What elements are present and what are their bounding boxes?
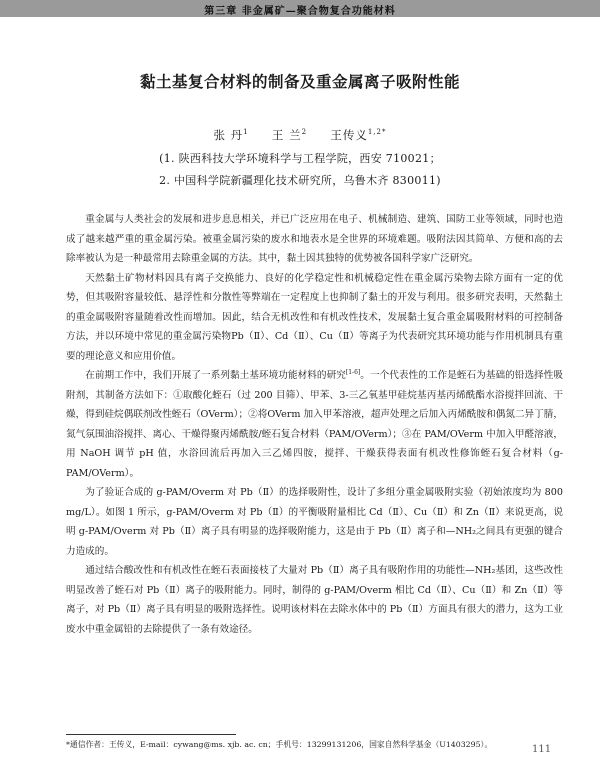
author-name: 王传义 (330, 128, 368, 142)
footnote: *通信作者：王传义，E-mail：cywang@ms. xjb. ac. cn；手机号：13299131206，国家自然科学基金（U1403295）。 (66, 740, 493, 749)
author-affiliation-mark: 2 (301, 128, 308, 137)
author-line (0, 127, 600, 143)
paragraph: 重金属与人类社会的发展和进步息息相关，并已广泛应用在电子、机械制造、建筑、国防工业等领域，同时也造成了越来越严重的重金属污染。被重金属污染的废水和地表水是全世界的环境难题。吸附法因其简单、方便和高的去除率被认为是一种最常用去除重金属的方法。其中，黏土因其独特的优势被各国科学家广泛研究。 (66, 214, 563, 264)
page-number: 111 (532, 744, 552, 755)
paragraph: 天然黏土矿物材料因具有离子交换能力、良好的化学稳定性和机械稳定性在重金属污染物去除方面有一定的优势，但其吸附容量较低、悬浮性和分散性等弊端在一定程度上也抑制了黏土的开发与利用。很多研究表明，天然黏土的重金属吸附容量随着改性而增加。因此，结合无机改性和有机改性技术，发展黏土复合重金属吸附材料的可控制备方法，并以环境中常见的重金属污染物Pb（Ⅱ）、Cd（Ⅱ）、Cu（Ⅱ）等离子为代表研究其环境功能与作用机制具有重要的理论意义和应用价值。 (66, 272, 563, 362)
body-text (66, 210, 563, 639)
paper-title: 黏土基复合材料的制备及重金属离子吸附性能 (139, 72, 460, 91)
author-name: 王 兰 (271, 128, 302, 142)
author-name: 张 丹 (213, 128, 244, 142)
paragraph: 为了验证合成的 g-PAM/Overm 对 Pb（Ⅱ）的选择吸附性，设计了多组分重金属吸附实验（初始浓度均为 800 mg/L）。如图 1 所示，g-PAM/Overm 对 Pb（Ⅱ）的平衡吸附量相比 Cd（Ⅱ）、Cu（Ⅱ）和 Zn（Ⅱ）来说更高，说明 g-PAM/Overm 对 Pb（Ⅱ）离子具有明显的选择吸附能力，这是由于 Pb（Ⅱ）离子和—NH₂之间具有更强的键合力造成的。 (66, 487, 563, 557)
author-affiliation-mark: 1 (243, 128, 249, 137)
citation-ref: [1-6] (345, 368, 361, 376)
paragraph-text: 。一个代表性的工作是蛭石为基础的铅选择性吸附剂，其制备方法如下：①取酸化蛭石（过 200 目筛）、甲苯、3-三乙氧基甲硅烷基丙基丙烯酰酯水浴搅拌回流、干燥，得到硅烷偶联剂改性蛭石（OVerm）；②将OVerm 加入甲苯溶液，超声处理之后加入丙烯酰胺和偶氮二异丁腈，氮气氛围油浴搅拌、离心、干燥得聚丙烯酰胺/蛭石复合材料（PAM/OVerm）；③在 PAM/OVerm 中加入甲醛溶液，用 NaOH 调节 pH 值，水浴回流后再加入三乙烯四胺，搅拌、干燥获得表面有机改性修饰蛭石复合材料（g-PAM/OVerm）。 (66, 370, 564, 479)
paragraph (66, 366, 563, 483)
affiliation-line: 2. 中国科学院新疆理化技术研究所，乌鲁木齐 830011) (159, 174, 441, 187)
author-affiliation-mark: 1,2* (367, 128, 387, 137)
paragraph: 通过结合酸改性和有机改性在蛭石表面接枝了大量对 Pb（Ⅱ）离子具有吸附作用的功能性—NH₂基团，这些改性明显改善了蛭石对 Pb（Ⅱ）离子的吸附能力。同时，制得的 g-PAM/Overm 相比 Cd（Ⅱ）、Cu（Ⅱ）和 Zn（Ⅱ）等离子，对 Pb（Ⅱ）离子具有明显的吸附选择性。说明该材料在去除水体中的 Pb（Ⅱ）方面具有很大的潜力，这为工业废水中重金属铅的去除提供了一条有效途径。 (66, 565, 563, 635)
footnote-divider (66, 734, 236, 735)
paragraph-text: 在前期工作中，我们开展了一系列黏土基环境功能材料的研究 (85, 370, 346, 381)
affiliation-line: (1. 陕西科技大学环境科学与工程学院，西安 710021； (159, 152, 441, 165)
running-header: 第三章 非金属矿—聚合物复合功能材料 (204, 6, 396, 17)
